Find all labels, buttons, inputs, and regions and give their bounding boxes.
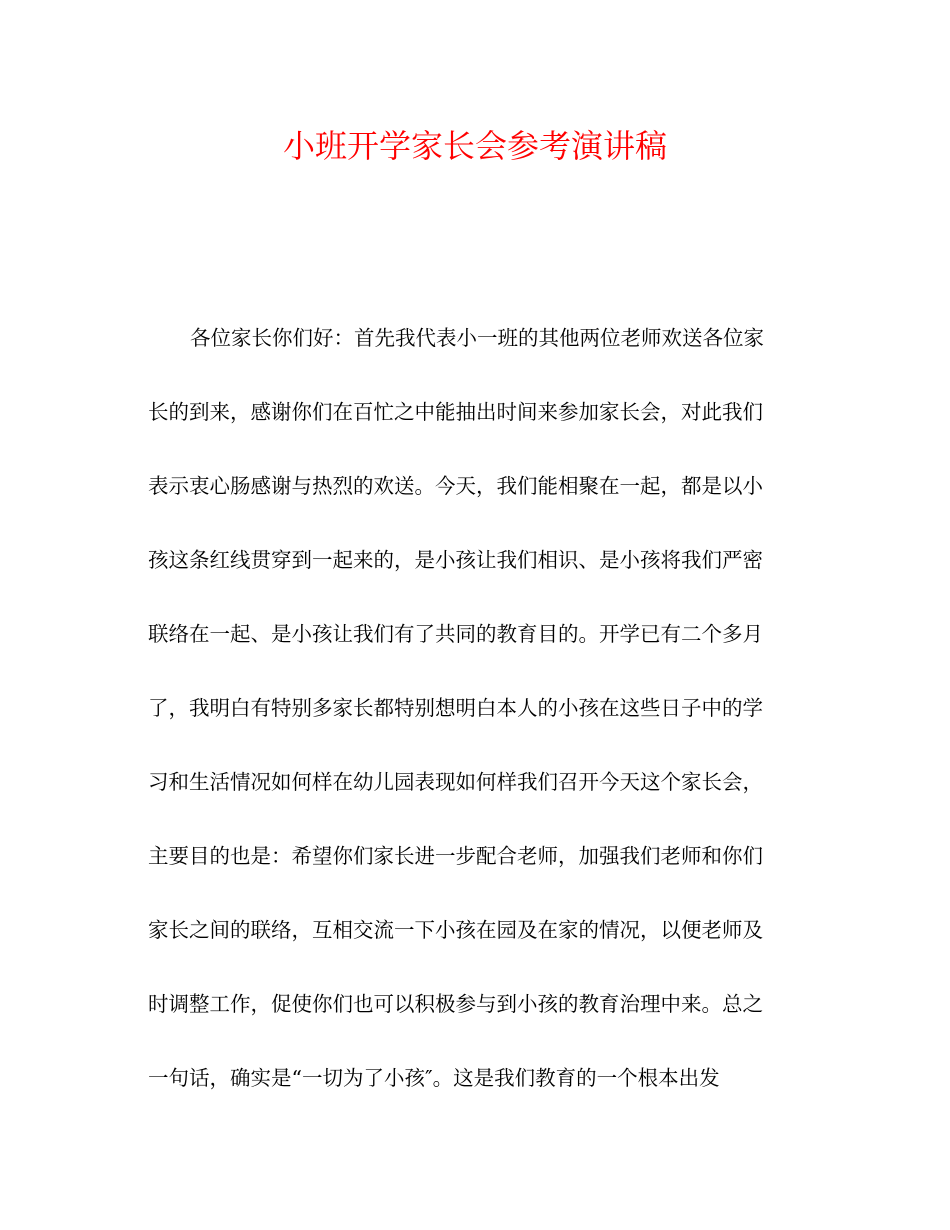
paragraph-line: 时调整工作，促使你们也可以积极参与到小孩的教育治理中来。总之: [148, 992, 763, 1016]
document-title: 小班开学家长会参考演讲稿: [282, 127, 667, 165]
paragraph-line: 主要目的也是：希望你们家长进一步配合老师，加强我们老师和你们: [148, 844, 763, 868]
paragraph-line: 孩这条红线贯穿到一起来的，是小孩让我们相识、是小孩将我们严密: [148, 548, 763, 572]
paragraph-line: 家长之间的联络，互相交流一下小孩在园及在家的情况，以便老师及: [148, 918, 763, 942]
document-body: [148, 318, 808, 1132]
paragraph-line: 习和生活情况如何样在幼儿园表现如何样我们召开今天这个家长会，: [148, 770, 763, 794]
paragraph-line: 长的到来，感谢你们在百忙之中能抽出时间来参加家长会，对此我们: [148, 400, 763, 424]
paragraph-line: 各位家长你们好：首先我代表小一班的其他两位老师欢送各位家: [190, 326, 764, 350]
paragraph-line: 表示衷心肠感谢与热烈的欢送。今天，我们能相聚在一起，都是以小: [148, 474, 763, 498]
paragraph-line: 一句话，确实是“一切为了小孩″。这是我们教育的一个根本出发: [148, 1066, 720, 1090]
paragraph-line: 了，我明白有特别多家长都特别想明白本人的小孩在这些日子中的学: [148, 696, 763, 720]
paragraph-line: 联络在一起、是小孩让我们有了共同的教育目的。开学已有二个多月: [148, 622, 763, 646]
